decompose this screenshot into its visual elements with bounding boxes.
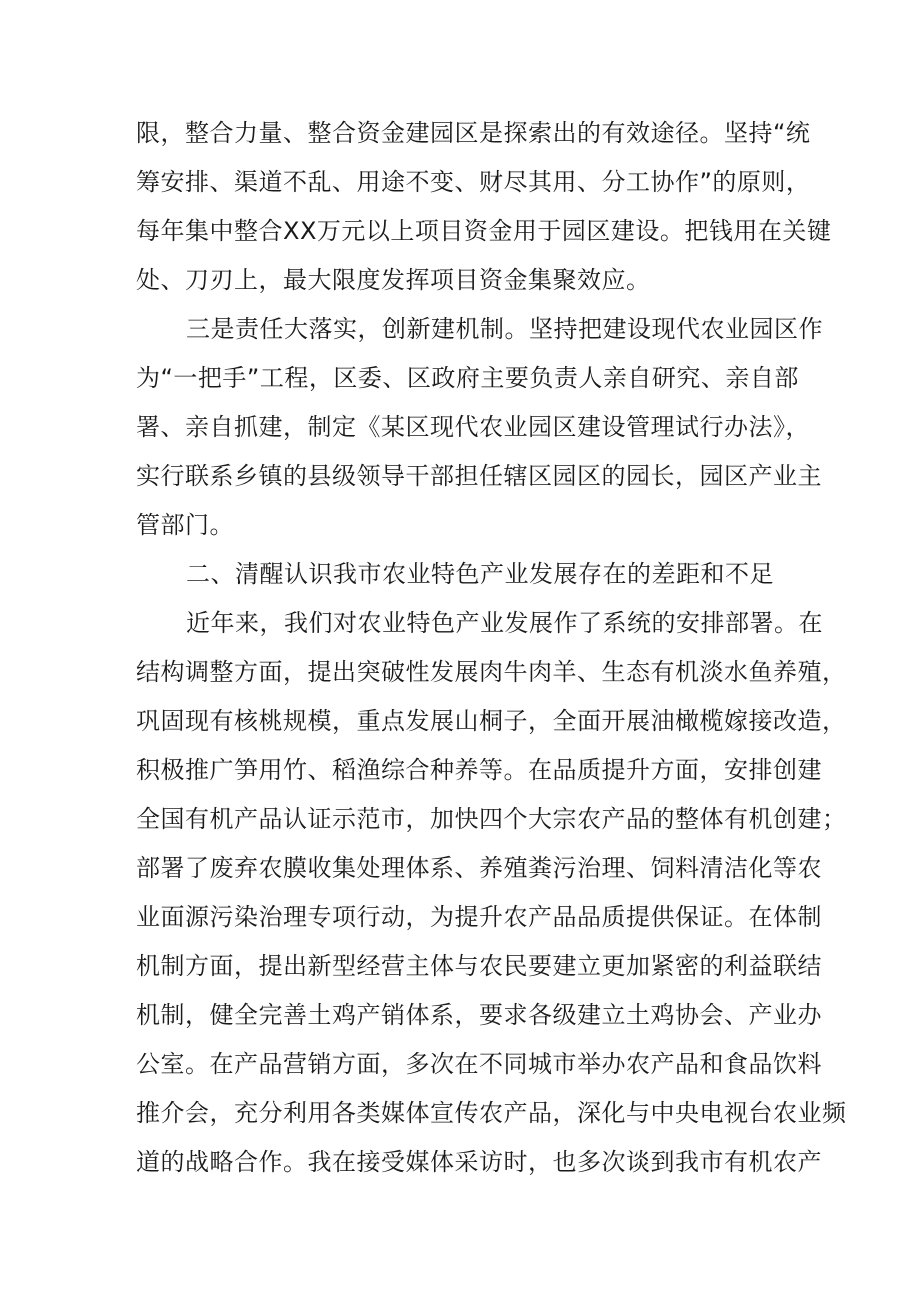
text-line: 实行联系乡镇的县级领导干部担任辖区园区的园长，园区产业主 (136, 462, 822, 490)
text-line: 筹安排、渠道不乱、用途不变、财尽其用、分工协作”的原则， (136, 168, 811, 196)
text-line: 结构调整方面，提出突破性发展肉牛肉羊、生态有机淡水鱼养殖， (136, 658, 847, 686)
paragraph-first-line: 三是责任大落实，创新建机制。坚持把建设现代农业园区作 (186, 315, 823, 343)
text-line: 道的战略合作。我在接受媒体采访时，也多次谈到我市有机农产 (136, 1148, 822, 1176)
text-line: 每年集中整合XX万元以上项目资金用于园区建设。把钱用在关键 (136, 217, 832, 245)
text-line: 部署了废弃农膜收集处理体系、养殖粪污治理、饲料清洁化等农 (136, 854, 822, 882)
text-line: 推介会，充分利用各类媒体宣传农产品，深化与中央电视台农业频 (136, 1099, 847, 1127)
text-line: 公室。在产品营销方面，多次在不同城市举办农产品和食品饮料 (136, 1050, 822, 1078)
text-line: 巩固现有核桃规模，重点发展山桐子，全面开展油橄榄嫁接改造， (136, 707, 847, 735)
paragraph-first-line: 近年来，我们对农业特色产业发展作了系统的安排部署。在 (186, 609, 823, 637)
text-line: 为“一把手”工程，区委、区政府主要负责人亲自研究、亲自部 (136, 364, 799, 392)
text-line: 署、亲自抓建，制定《某区现代农业园区建设管理试行办法》， (136, 413, 810, 441)
text-line: 限，整合力量、整合资金建园区是探索出的有效途径。坚持“统 (136, 119, 811, 147)
text-line: 机制，健全完善土鸡产销体系，要求各级建立土鸡协会、产业办 (136, 1001, 822, 1029)
text-line: 管部门。 (136, 511, 234, 539)
text-line: 机制方面，提出新型经营主体与农民要建立更加紧密的利益联结 (136, 952, 822, 980)
text-line: 业面源污染治理专项行动，为提升农产品品质提供保证。在体制 (136, 903, 822, 931)
text-line: 积极推广笋用竹、稻渔综合种养等。在品质提升方面，安排创建 (136, 756, 822, 784)
text-line: 处、刀刃上，最大限度发挥项目资金集聚效应。 (136, 266, 651, 294)
text-line: 全国有机产品认证示范市，加快四个大宗农产品的整体有机创建； (136, 805, 847, 833)
section-heading: 二、清醒认识我市农业特色产业发展存在的差距和不足 (186, 560, 774, 588)
